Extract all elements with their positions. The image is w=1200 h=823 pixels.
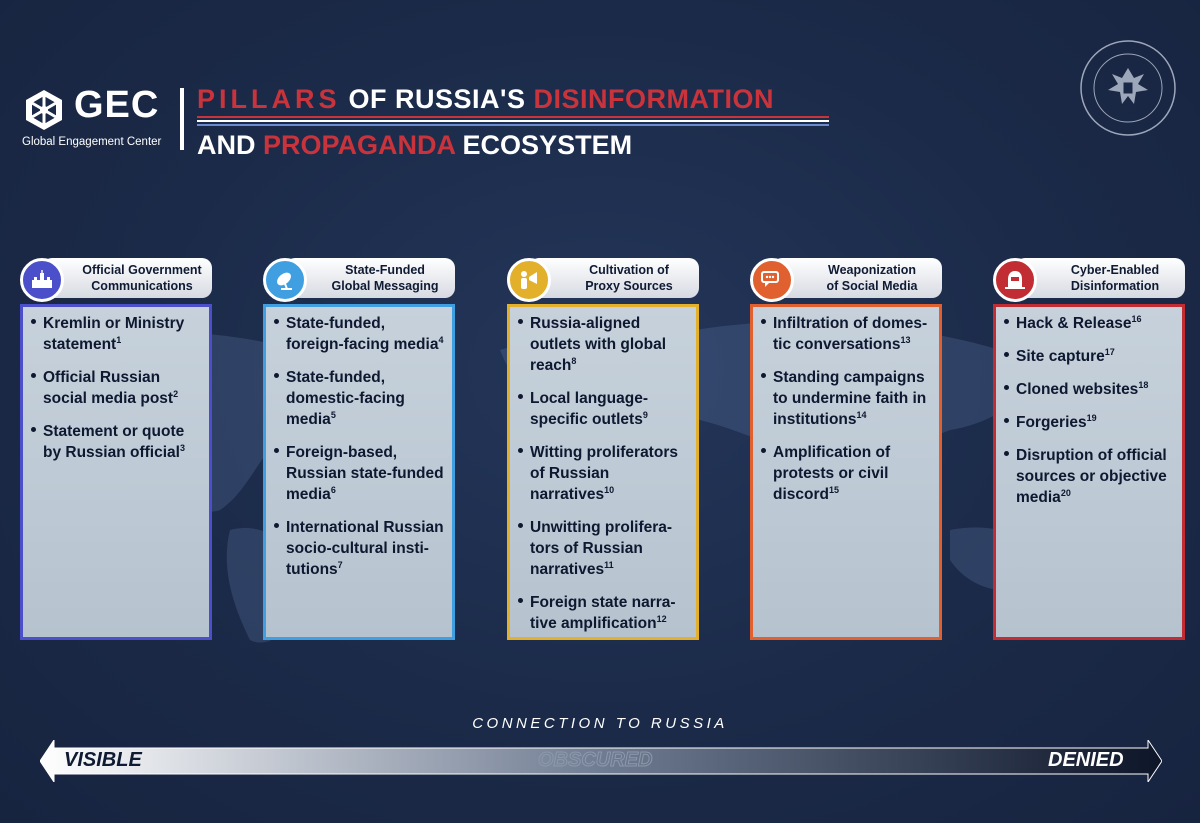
pillar-title-line1: Cultivation of <box>589 263 669 277</box>
pillar-official-government <box>20 258 212 640</box>
list-item: Hack & Release$^{16}$ <box>1002 313 1176 334</box>
pillar-header <box>1015 258 1185 298</box>
pillar-box <box>750 304 942 640</box>
pillar-title-line1: State-Funded <box>345 263 425 277</box>
list-item: Kremlin or Ministry statement$^1$ <box>29 313 203 355</box>
department-of-state-seal-icon <box>1078 38 1178 138</box>
pillar-header <box>285 258 455 298</box>
list-item: Local language-specific outlets$^9$ <box>516 388 690 430</box>
list-item: Amplification of protests or civil discord$^{15}$ <box>759 442 933 505</box>
satellite-dish-icon <box>263 258 307 302</box>
header-divider <box>180 88 184 150</box>
title-word-pillars: PILLARS <box>197 84 341 114</box>
pillar-title-line2: Communications <box>91 279 193 293</box>
pillar-social-media <box>750 258 942 640</box>
pillar-title-line1: Official Government <box>82 263 202 277</box>
list-item: Infiltration of domes-tic conversations$^{13}$ <box>759 313 933 355</box>
page-title <box>197 84 837 160</box>
pillar-title-line2: of Social Media <box>826 279 918 293</box>
list-item: International Russian socio-cultural insti-tutions$^7$ <box>272 517 446 580</box>
scale-label-denied: DENIED <box>1048 749 1124 771</box>
list-item: Disruption of official sources or objective media$^{20}$ <box>1002 445 1176 508</box>
list-item: Standing campaigns to undermine faith in institutions$^{14}$ <box>759 367 933 430</box>
kremlin-icon <box>20 258 64 302</box>
pillar-title-line2: Disinformation <box>1070 279 1160 293</box>
pillar-proxy-sources <box>507 258 699 640</box>
megaphone-person-icon <box>507 258 551 302</box>
gec-logo <box>22 86 182 156</box>
list-item: Official Russian social media post$^2$ <box>29 367 203 409</box>
pillar-header <box>42 258 212 298</box>
title-rule-white <box>197 120 829 122</box>
pillar-header <box>772 258 942 298</box>
title-line-2 <box>197 130 837 160</box>
title-word-propaganda: PROPAGANDA <box>263 130 456 160</box>
pillar-state-funded <box>263 258 455 640</box>
pillar-title-line2: Global Messaging <box>331 279 439 293</box>
list-item: Statement or quote by Russian official$^3$ <box>29 421 203 463</box>
title-line-1 <box>197 84 837 114</box>
pillar-header <box>529 258 699 298</box>
title-rule-blue <box>197 124 829 126</box>
title-word-ecosystem: ECOSYSTEM <box>462 130 633 160</box>
title-word-of-russias: OF RUSSIA'S <box>348 84 526 114</box>
title-word-and: AND <box>197 130 256 160</box>
pillar-title-line1: Cyber-Enabled <box>1070 263 1160 277</box>
pillar-box <box>263 304 455 640</box>
logo-gec-text: GEC <box>74 84 160 126</box>
list-item: Cloned websites$^{18}$ <box>1002 379 1176 400</box>
title-word-disinformation: DISINFORMATION <box>533 84 774 114</box>
title-rule-red <box>197 116 829 118</box>
list-item: Russia-aligned outlets with global reach$^8$ <box>516 313 690 376</box>
gec-hexagon-icon <box>22 88 66 132</box>
list-item: State-funded, foreign-facing media$^4$ <box>272 313 446 355</box>
logo-subtitle: Global Engagement Center <box>22 136 162 148</box>
pillar-box <box>507 304 699 640</box>
list-item: Foreign-based, Russian state-funded media$^6$ <box>272 442 446 505</box>
hacker-icon <box>993 258 1037 302</box>
list-item: Witting proliferators of Russian narratives$^{10}$ <box>516 442 690 505</box>
scale-label-visible: VISIBLE <box>64 749 142 771</box>
scale-label-obscured: OBSCURED <box>538 749 653 771</box>
pillar-box <box>993 304 1185 640</box>
list-item: State-funded, domestic-facing media$^5$ <box>272 367 446 430</box>
list-item: Site capture$^{17}$ <box>1002 346 1176 367</box>
list-item: Forgeries$^{19}$ <box>1002 412 1176 433</box>
scale-title: CONNECTION TO RUSSIA <box>472 715 728 732</box>
list-item: Foreign state narra-tive amplification$^{12}$ <box>516 592 690 634</box>
list-item: Unwitting prolifera-tors of Russian narratives$^{11}$ <box>516 517 690 580</box>
pillar-box <box>20 304 212 640</box>
pillar-title-line1: Weaponization <box>828 263 916 277</box>
pillar-cyber-enabled <box>993 258 1185 640</box>
pillar-title-line2: Proxy Sources <box>585 279 673 293</box>
chat-bubbles-icon <box>750 258 794 302</box>
